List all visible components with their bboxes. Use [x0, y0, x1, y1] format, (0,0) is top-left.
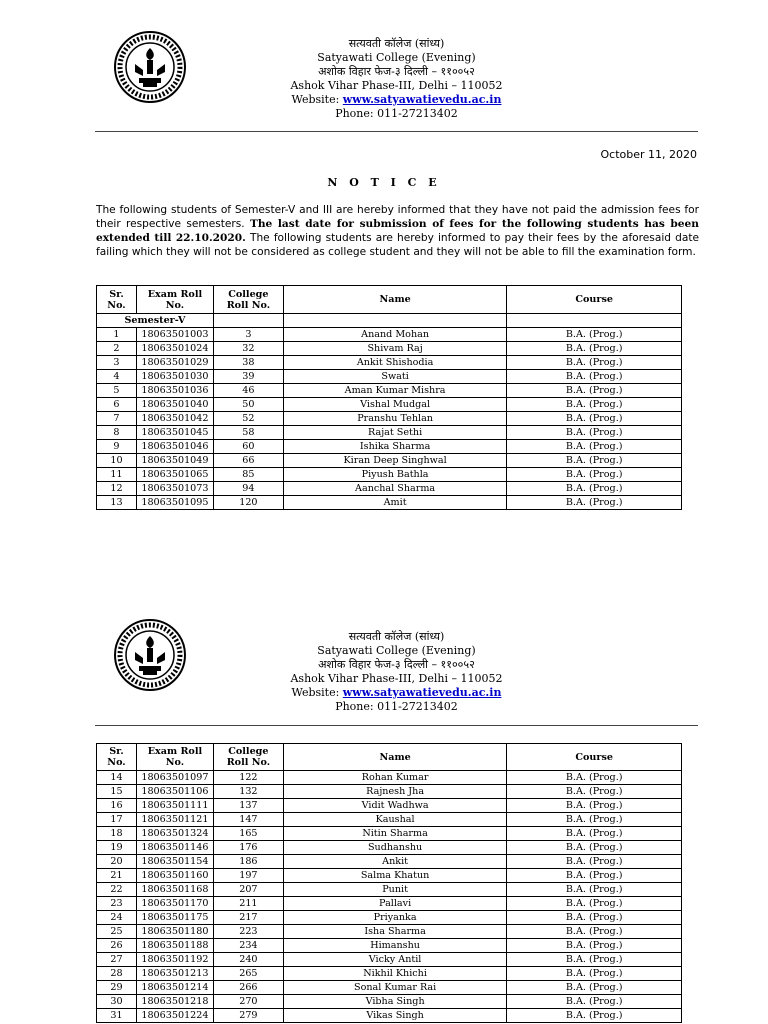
course-cell: B.A. (Prog.): [507, 342, 682, 356]
sr-no-cell: 11: [97, 468, 137, 482]
sr-no-cell: 8: [97, 426, 137, 440]
sr-no-cell: 17: [97, 813, 137, 827]
notice-date: October 11, 2020: [600, 148, 697, 161]
semester-label: Semester-V: [97, 314, 214, 328]
table-row: [97, 412, 682, 426]
exam-roll-cell: 18063501095: [136, 496, 213, 510]
name-cell: Isha Sharma: [283, 925, 507, 939]
exam-roll-cell: 18063501045: [136, 426, 213, 440]
paragraph-text-2: The following students are hereby informed to pay their fees by the aforesaid date failing which they will not be considered as college student and they will not be able to fill the examination form.: [96, 232, 700, 258]
table-row: [97, 799, 682, 813]
course-cell: B.A. (Prog.): [507, 468, 682, 482]
course-cell: B.A. (Prog.): [507, 440, 682, 454]
name-cell: Vibha Singh: [283, 995, 507, 1009]
sr-no-cell: 13: [97, 496, 137, 510]
course-cell: B.A. (Prog.): [507, 813, 682, 827]
sr-no-cell: 14: [97, 771, 137, 785]
paragraph-bold-deadline: The last date for submission of fees for the following students has been extended till 22.10.2020.: [96, 218, 699, 244]
college-roll-cell: 50: [213, 398, 283, 412]
phone: Phone: 011-27213402: [335, 700, 458, 713]
course-cell: B.A. (Prog.): [507, 771, 682, 785]
course-cell: B.A. (Prog.): [507, 426, 682, 440]
header-divider: [95, 131, 698, 132]
table-row: [97, 384, 682, 398]
course-cell: B.A. (Prog.): [507, 356, 682, 370]
exam-roll-cell: 18063501121: [136, 813, 213, 827]
exam-roll-cell: 18063501168: [136, 883, 213, 897]
college-roll-cell: 38: [213, 356, 283, 370]
college-roll-cell: 186: [213, 855, 283, 869]
exam-roll-cell: 18063501030: [136, 370, 213, 384]
course-cell: B.A. (Prog.): [507, 799, 682, 813]
course-cell: B.A. (Prog.): [507, 995, 682, 1009]
table-row: [97, 468, 682, 482]
name-cell: Rohan Kumar: [283, 771, 507, 785]
name-cell: Vishal Mudgal: [283, 398, 507, 412]
college-roll-cell: 32: [213, 342, 283, 356]
course-cell: B.A. (Prog.): [507, 925, 682, 939]
exam-roll-cell: 18063501049: [136, 454, 213, 468]
course-cell: B.A. (Prog.): [507, 953, 682, 967]
sr-no-cell: 6: [97, 398, 137, 412]
sr-no-cell: 30: [97, 995, 137, 1009]
table-row: [97, 869, 682, 883]
exam-roll-cell: 18063501040: [136, 398, 213, 412]
college-roll-cell: 270: [213, 995, 283, 1009]
college-roll-cell: 85: [213, 468, 283, 482]
address: Ashok Vihar Phase-III, Delhi – 110052: [290, 672, 503, 685]
website-label: Website:: [291, 93, 340, 106]
table-row: [97, 496, 682, 510]
course-cell: B.A. (Prog.): [507, 454, 682, 468]
exam-roll-cell: 18063501024: [136, 342, 213, 356]
exam-roll-cell: 18063501036: [136, 384, 213, 398]
sr-no-cell: 16: [97, 799, 137, 813]
exam-roll-cell: 18063501003: [136, 328, 213, 342]
college-roll-cell: 3: [213, 328, 283, 342]
website-line: [95, 93, 698, 108]
name-cell: Vicky Antil: [283, 953, 507, 967]
exam-roll-cell: 18063501154: [136, 855, 213, 869]
website-label: Website:: [291, 686, 340, 699]
header-college-roll: College Roll No.: [213, 286, 283, 314]
exam-roll-cell: 18063501065: [136, 468, 213, 482]
name-cell: Piyush Bathla: [283, 468, 507, 482]
sr-no-cell: 27: [97, 953, 137, 967]
college-roll-cell: 266: [213, 981, 283, 995]
exam-roll-cell: 18063501180: [136, 925, 213, 939]
name-cell: Ishika Sharma: [283, 440, 507, 454]
hindi-college-name: सत्यवती कॉलेज (सांध्य): [348, 37, 445, 50]
exam-roll-cell: 18063501213: [136, 967, 213, 981]
table-row: [97, 370, 682, 384]
header-name: Name: [283, 744, 507, 771]
exam-roll-cell: 18063501224: [136, 1009, 213, 1023]
name-cell: Shivam Raj: [283, 342, 507, 356]
table-row: [97, 911, 682, 925]
table-row: [97, 771, 682, 785]
name-cell: Salma Khatun: [283, 869, 507, 883]
college-roll-cell: 66: [213, 454, 283, 468]
sr-no-cell: 10: [97, 454, 137, 468]
header-course: Course: [507, 744, 682, 771]
sr-no-cell: 19: [97, 841, 137, 855]
exam-roll-cell: 18063501188: [136, 939, 213, 953]
name-cell: Kaushal: [283, 813, 507, 827]
exam-roll-cell: 18063501146: [136, 841, 213, 855]
name-cell: Kiran Deep Singhwal: [283, 454, 507, 468]
sr-no-cell: 26: [97, 939, 137, 953]
sr-no-cell: 31: [97, 1009, 137, 1023]
name-cell: Vikas Singh: [283, 1009, 507, 1023]
header-exam-roll: Exam Roll No.: [136, 286, 213, 314]
college-roll-cell: 279: [213, 1009, 283, 1023]
sr-no-cell: 25: [97, 925, 137, 939]
name-cell: Rajnesh Jha: [283, 785, 507, 799]
name-cell: Swati: [283, 370, 507, 384]
name-cell: Himanshu: [283, 939, 507, 953]
college-roll-cell: 120: [213, 496, 283, 510]
college-roll-cell: 132: [213, 785, 283, 799]
course-cell: B.A. (Prog.): [507, 855, 682, 869]
table-row: [97, 785, 682, 799]
course-cell: B.A. (Prog.): [507, 841, 682, 855]
header-name: Name: [283, 286, 507, 314]
student-table-1: [96, 285, 682, 510]
exam-roll-cell: 18063501324: [136, 827, 213, 841]
name-cell: Priyanka: [283, 911, 507, 925]
table-row: [97, 440, 682, 454]
course-cell: B.A. (Prog.): [507, 939, 682, 953]
name-cell: Pallavi: [283, 897, 507, 911]
exam-roll-cell: 18063501218: [136, 995, 213, 1009]
sr-no-cell: 18: [97, 827, 137, 841]
notice-paragraph: [96, 203, 699, 259]
course-cell: B.A. (Prog.): [507, 412, 682, 426]
exam-roll-cell: 18063501111: [136, 799, 213, 813]
sr-no-cell: 23: [97, 897, 137, 911]
table-row: [97, 981, 682, 995]
hindi-address: अशोक विहार फेज-३ दिल्ली – ११००५२: [318, 658, 475, 671]
table-header-row: [97, 286, 682, 314]
website-line: [95, 686, 698, 701]
sr-no-cell: 21: [97, 869, 137, 883]
course-cell: B.A. (Prog.): [507, 496, 682, 510]
course-cell: B.A. (Prog.): [507, 482, 682, 496]
table-row: [97, 482, 682, 496]
sr-no-cell: 9: [97, 440, 137, 454]
header-divider: [95, 725, 698, 726]
name-cell: Pranshu Tehlan: [283, 412, 507, 426]
college-roll-cell: 147: [213, 813, 283, 827]
exam-roll-cell: 18063501192: [136, 953, 213, 967]
college-roll-cell: 52: [213, 412, 283, 426]
sr-no-cell: 12: [97, 482, 137, 496]
table-row: [97, 827, 682, 841]
course-cell: B.A. (Prog.): [507, 384, 682, 398]
sr-no-cell: 20: [97, 855, 137, 869]
table-row: [97, 1009, 682, 1023]
name-cell: Sonal Kumar Rai: [283, 981, 507, 995]
college-roll-cell: 217: [213, 911, 283, 925]
exam-roll-cell: 18063501042: [136, 412, 213, 426]
website-link[interactable]: www.satyawatievedu.ac.in: [342, 93, 502, 106]
table-row: [97, 925, 682, 939]
name-cell: Anand Mohan: [283, 328, 507, 342]
college-roll-cell: 197: [213, 869, 283, 883]
header-exam-roll: Exam Roll No.: [136, 744, 213, 771]
header-college-roll: College Roll No.: [213, 744, 283, 771]
table-row: [97, 426, 682, 440]
name-cell: Sudhanshu: [283, 841, 507, 855]
website-link[interactable]: www.satyawatievedu.ac.in: [342, 686, 502, 699]
course-cell: B.A. (Prog.): [507, 967, 682, 981]
course-cell: B.A. (Prog.): [507, 869, 682, 883]
exam-roll-cell: 18063501097: [136, 771, 213, 785]
name-cell: Ankit Shishodia: [283, 356, 507, 370]
table-row: [97, 398, 682, 412]
table-row: [97, 995, 682, 1009]
college-header-2: [95, 618, 698, 713]
header-sr-no: Sr. No.: [97, 286, 137, 314]
college-roll-cell: 46: [213, 384, 283, 398]
course-cell: B.A. (Prog.): [507, 398, 682, 412]
college-roll-cell: 176: [213, 841, 283, 855]
sr-no-cell: 1: [97, 328, 137, 342]
sr-no-cell: 2: [97, 342, 137, 356]
paragraph-text-1: The following students of Semester-V and III are hereby informed that they have not paid the admission fees for their respective semesters.: [96, 204, 699, 230]
name-cell: Amit: [283, 496, 507, 510]
course-cell: B.A. (Prog.): [507, 370, 682, 384]
phone: Phone: 011-27213402: [335, 107, 458, 120]
course-cell: B.A. (Prog.): [507, 897, 682, 911]
hindi-address: अशोक विहार फेज-३ दिल्ली – ११००५२: [318, 65, 475, 78]
sr-no-cell: 24: [97, 911, 137, 925]
hindi-college-name: सत्यवती कॉलेज (सांध्य): [348, 630, 445, 643]
college-header-1: [95, 30, 698, 120]
exam-roll-cell: 18063501106: [136, 785, 213, 799]
table-row: [97, 841, 682, 855]
course-cell: B.A. (Prog.): [507, 328, 682, 342]
table-row: [97, 967, 682, 981]
table-row: [97, 813, 682, 827]
sr-no-cell: 4: [97, 370, 137, 384]
course-cell: B.A. (Prog.): [507, 1009, 682, 1023]
table-row: [97, 855, 682, 869]
college-name: Satyawati College (Evening): [317, 51, 476, 64]
college-roll-cell: 211: [213, 897, 283, 911]
college-name: Satyawati College (Evening): [317, 644, 476, 657]
exam-roll-cell: 18063501160: [136, 869, 213, 883]
table-header-row: [97, 744, 682, 771]
name-cell: Rajat Sethi: [283, 426, 507, 440]
sr-no-cell: 29: [97, 981, 137, 995]
college-roll-cell: 240: [213, 953, 283, 967]
table-row: [97, 883, 682, 897]
name-cell: Vidit Wadhwa: [283, 799, 507, 813]
address: Ashok Vihar Phase-III, Delhi – 110052: [290, 79, 503, 92]
course-cell: B.A. (Prog.): [507, 883, 682, 897]
course-cell: B.A. (Prog.): [507, 981, 682, 995]
student-table-2: [96, 743, 682, 1023]
sr-no-cell: 5: [97, 384, 137, 398]
college-roll-cell: 94: [213, 482, 283, 496]
sr-no-cell: 28: [97, 967, 137, 981]
college-roll-cell: 58: [213, 426, 283, 440]
table-row: [97, 342, 682, 356]
table-row: [97, 328, 682, 342]
notice-title: N O T I C E: [327, 176, 441, 189]
course-cell: B.A. (Prog.): [507, 827, 682, 841]
header-sr-no: Sr. No.: [97, 744, 137, 771]
exam-roll-cell: 18063501046: [136, 440, 213, 454]
exam-roll-cell: 18063501029: [136, 356, 213, 370]
college-roll-cell: 265: [213, 967, 283, 981]
table-row: [97, 454, 682, 468]
name-cell: Aanchal Sharma: [283, 482, 507, 496]
college-roll-cell: 207: [213, 883, 283, 897]
sr-no-cell: 15: [97, 785, 137, 799]
sr-no-cell: 3: [97, 356, 137, 370]
college-roll-cell: 137: [213, 799, 283, 813]
header-course: Course: [507, 286, 682, 314]
exam-roll-cell: 18063501170: [136, 897, 213, 911]
exam-roll-cell: 18063501214: [136, 981, 213, 995]
sr-no-cell: 22: [97, 883, 137, 897]
table-row: [97, 356, 682, 370]
college-roll-cell: 223: [213, 925, 283, 939]
college-roll-cell: 60: [213, 440, 283, 454]
name-cell: Aman Kumar Mishra: [283, 384, 507, 398]
exam-roll-cell: 18063501073: [136, 482, 213, 496]
name-cell: Ankit: [283, 855, 507, 869]
course-cell: B.A. (Prog.): [507, 785, 682, 799]
college-roll-cell: 122: [213, 771, 283, 785]
sr-no-cell: 7: [97, 412, 137, 426]
table-row: [97, 897, 682, 911]
name-cell: Nikhil Khichi: [283, 967, 507, 981]
course-cell: B.A. (Prog.): [507, 911, 682, 925]
exam-roll-cell: 18063501175: [136, 911, 213, 925]
table-row: [97, 939, 682, 953]
college-roll-cell: 234: [213, 939, 283, 953]
table-row: [97, 953, 682, 967]
name-cell: Punit: [283, 883, 507, 897]
name-cell: Nitin Sharma: [283, 827, 507, 841]
college-roll-cell: 39: [213, 370, 283, 384]
college-roll-cell: 165: [213, 827, 283, 841]
semester-row: [97, 314, 682, 328]
